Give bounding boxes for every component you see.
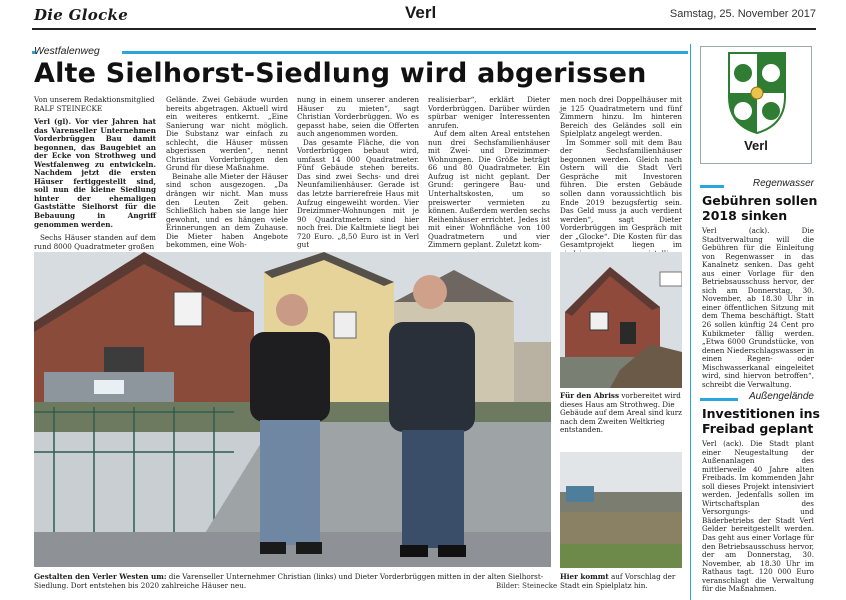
demolition-photo-illustration [560,252,682,388]
article-paragraph: Das gesamte Fläche, die von Vorderbrüggen bebaut wird, umfasst 14 000 Quadratmeter. Fünf Gebäude stehen bereits. Das sind zwei Sechs- und drei Neunfamilienhäuser. Gerade ist das letzte barrierefreie Haus mit Aufzug eingeweiht worden. Vier Dreizimmer-Wohnungen mit je 90 Quadratmetern sind hier noch frei. Die Kaltmiete liegt bei 720 Euro. „8,50 Euro ist in Verl gut [297,137,419,250]
caption-text: auf Vorschlag der Stadt ein Spielplatz hin. [560,572,676,590]
article-kicker: Westfalenweg [34,45,100,57]
article-paragraph: men noch drei Doppelhäuser mit je 125 Quadratmetern und fünf Zimmern hinzu. Im hinteren Bereich des Geländes soll ein Spielplatz angelegt werden. [560,95,682,139]
demolition-photo-caption [560,392,682,435]
sidebar-paragraph: Verl (ack). Die Stadtverwaltung will die Gebühren für die Einleitung von Regenwasser in das Kanalnetz senken. Das geht aus einer Vorlage für den Betriebsausschuss hervor, der sich am Donnerstag, 30. November, ab 18.30 Uhr in einer öffentlichen Sitzung mit dem Thema beschäftigt. Statt 26 sollen künftig 24 Cent pro Kubikmeter fällig werden. „Etwa 6000 Grundstücke, von denen Niederschlagswasser in einen Regen- oder Mischwasserkanal eingeleitet wird, sind hiervon betroffen“, schreibt die Verwaltung. [702,226,814,389]
main-photo-illustration [34,252,551,567]
demolition-photo [560,252,682,388]
sidebar-headline-line: 2018 sinken [702,208,788,223]
byline-intro: Von unserem Redaktionsmitglied [34,95,155,104]
crest-label: Verl [744,138,768,153]
sidebar-headline-line: Gebühren sollen [702,193,818,208]
sidebar-headline-line: Investitionen ins [702,406,820,421]
article-column-3 [297,96,419,250]
sidebar-divider [690,44,691,600]
article-column-1 [34,96,156,251]
sidebar-headline [702,406,820,436]
newspaper-logo: Die Glocke [34,6,129,24]
sidebar-article-text [702,440,814,594]
sidebar-kicker: Regenwasser [752,178,814,189]
article-paragraph: Gelände. Zwei Gebäude wurden bereits abgetragen. Aktuell wird ein weiteres entkernt. „Eine Sanierung war nicht möglich. Die Substanz war einfach zu schlecht, die Häuser müssen abgerissen werden“, nennt Christian Vorderbrüggen den Grund für diese Maßnahme. [166,95,288,173]
caption-lead: Für den Abriss [560,391,620,400]
masthead [0,0,846,30]
main-photo-caption [34,573,551,590]
masthead-rule [32,28,816,30]
caption-lead: Hier kommt [560,572,609,581]
article-lead: Verl (gl). Vor vier Jahren hat das Varenseller Unternehmen Vorderbrüggen Bau damit begonnen, das Baugebiet an der Ecke von Strothweg und Westfalenweg zu entwickeln. Nachdem jetzt die ersten Häuser fertiggestellt sind, soll nun die kleine Siedlung hinter der ehemaligen Gaststätte Sielhorst für die Bebauung in Angriff genommen werden. [34,117,156,229]
caption-text: vorbereitet wird dieses Haus am Strothweg. Die Gebäude auf dem Areal sind kurz nach dem Zweiten Weltkrieg entstanden. [560,391,682,435]
sidebar-kicker-rule [700,185,724,188]
sidebar-kicker-rule [700,398,738,401]
verl-coat-of-arms-icon [701,47,813,137]
main-photo [34,252,551,567]
sidebar-headline [702,193,817,223]
playground-photo [560,452,682,568]
sidebar-paragraph: Verl (ack). Die Stadt plant einer Neugestaltung der Außenanlagen des mittlerweile 40 Jahre alten Freibads. Im kommenden Jahr soll dieses Projekt intensiviert werden. Jedenfalls sollen im Wirtschaftsplan des Versorgungs- und Bäderbetriebs der Stadt Verl Gelder bereitgestellt werden. Das geht aus einer Vorlage für den Betriebsausschuss hervor, der am Donnerstag, 30. November, ab 18.30 Uhr im Rathaus tagt. 120 000 Euro veranschlagt die Verwaltung für die Maßnahmen. [702,439,814,594]
byline [34,96,156,113]
article-paragraph: Beinahe alle Mieter der Häuser sind schon ausgezogen. „Da drängen wir nicht. Man muss den Leuten Zeit geben. Schließlich haben sie lange hier gewohnt, und es hängen viele Erinnerungen an dem Zuhause. Die Mieter haben Angebote bekommen, eine Woh- [166,171,288,250]
caption-lead: Gestalten den Verler Westen um: [34,572,167,581]
article-paragraph: realisierbar“, erklärt Dieter Vorderbrüggen. Darüber würden spürbar weniger Interessenten anrufen. [428,95,550,130]
sidebar-kicker: Außengelände [748,391,814,402]
section-name: Verl [405,3,437,22]
article-paragraph: nung in einem unserer anderen Häuser zu mieten“, sagt Christian Vorderbrüggen. Wo es gepasst habe, seien die Offerten auch angenommen worden. [297,95,419,139]
caption-text: die Varenseller Unternehmer Christian (links) und Dieter Vorderbrüggen mitten in der alten Sielhorst-Siedlung. Dort entstehen bis 2020 zahlreiche Häuser neu. [34,572,544,590]
article-headline: Alte Sielhorst-Siedlung wird abgerissen [34,58,647,89]
article-paragraph: Auf dem alten Areal entstehen nun drei Sechsfamilienhäuser mit Zwei- und Dreizimmer-Wohnungen. Die Größe beträgt 66 und 80 Quadratmeter. Ein Aufzug ist nicht geplant. Der Grund: geringere Bau- und Unterhaltskosten, um so preiswerter vermieten zu können. Außerdem werden sechs Reihenhäuser errichtet. Jedes ist mit einer Wohnfläche von 100 Quadratmetern und vier Zimmern geplant. Zuletzt kom- [428,129,550,250]
playground-photo-caption [560,573,682,590]
sidebar-headline-line: Freibad geplant [702,421,814,436]
byline-author: RALF STEINECKE [34,103,103,113]
article-column-4 [428,96,550,250]
playground-photo-illustration [560,452,682,568]
sidebar-article-text [702,227,814,389]
article-paragraph: Sechs Häuser standen auf dem rund 8000 Quadratmeter großen [34,233,156,251]
photo-credit: Bilder: Steinecke [496,582,558,590]
article-column-2 [166,96,288,250]
kicker-rule [122,51,688,54]
publication-date: Samstag, 25. November 2017 [669,8,816,20]
article-paragraph: Im Sommer soll mit dem Bau der Sechsfamilienhäuser begonnen werden. Gleich nach Ostern will die Stadt Verl Gespräche mit Investoren führen. Die ersten Gebäude sollen dann voraussichtlich bis Ende 2019 bezugsfertig sein. Das Geld muss ja auch verdient werden“, sagt Dieter Vorderbrüggen im Gespräch mit der „Glocke“. Die Kosten für das Gesamtprojekt liegen im [560,137,682,250]
